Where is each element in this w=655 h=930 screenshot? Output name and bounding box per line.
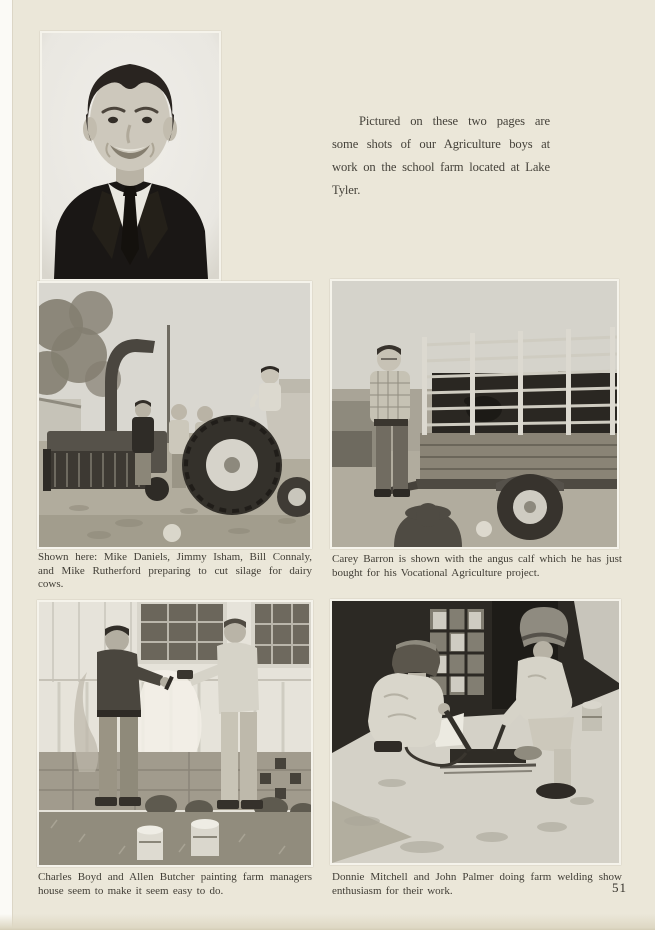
- photo-silage: [37, 281, 312, 549]
- painting-illustration: [39, 602, 311, 865]
- caption-welding: Donnie Mitchell and John Palmer doing farm welding show enthusiasm for their work.: [332, 871, 622, 897]
- silage-illustration: [39, 283, 310, 547]
- photo-welding: [330, 599, 621, 865]
- welding-illustration: [332, 601, 619, 863]
- can: [582, 701, 602, 731]
- portrait-photo: [40, 31, 221, 281]
- photo-calf-trailer: [330, 279, 619, 549]
- caption-calf: Carey Barron is shown with the angus calf which he has just bought for his Vocational Agriculture project.: [332, 553, 622, 579]
- page-bottom-shadow: [0, 914, 655, 930]
- portrait-illustration: [42, 33, 219, 279]
- page-left-edge: [0, 0, 13, 930]
- calf-trailer-illustration: [332, 281, 617, 547]
- caption-silage: Shown here: Mike Daniels, Jimmy Isham, Bill Connaly, and Mike Rutherford preparing to cut silage for dairy cows.: [38, 551, 312, 591]
- page-number: 51: [612, 880, 627, 895]
- caption-painting: Charles Boyd and Allen Butcher painting farm managers house seem to make it seem easy to do.: [38, 871, 312, 897]
- intro-text: Pictured on these two pages are some shots of our Agriculture boys at work on the school farm located at Lake Tyler.: [332, 114, 550, 197]
- photo-house-painting: [37, 600, 313, 867]
